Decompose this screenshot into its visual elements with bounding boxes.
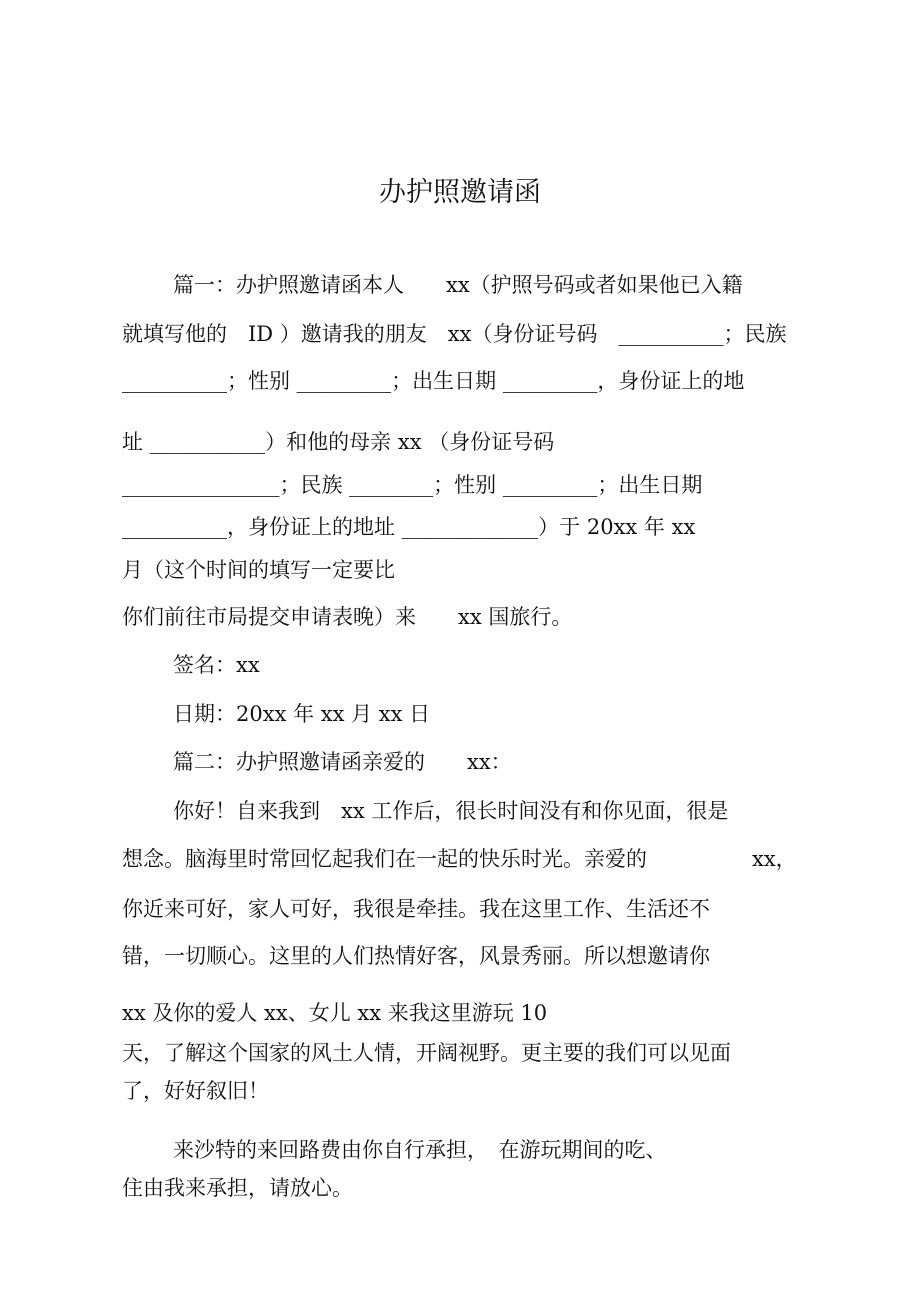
page-title: 办护照邀请函	[379, 177, 541, 208]
paragraph-line: 错，一切顺心。这里的人们热情好客，风景秀丽。所以想邀请你	[122, 944, 710, 968]
paragraph-line: 想念。脑海里时常回忆起我们在一起的快乐时光。亲爱的 xx，	[122, 847, 797, 871]
date-line: 日期：20xx 年 xx 月 xx 日	[173, 702, 431, 726]
paragraph-line: 就填写他的 ID ）邀请我的朋友 xx（身份证号码 __________；民族	[122, 322, 787, 346]
paragraph-line: xx 及你的爱人 xx、女儿 xx 来我这里游玩 10	[122, 1001, 548, 1025]
paragraph-line: 篇一：办护照邀请函本人 xx（护照号码或者如果他已入籍	[173, 273, 743, 297]
paragraph-line: 月（这个时间的填写一定要比	[122, 558, 395, 582]
paragraph-line: 你好！自来我到 xx 工作后，很长时间没有和你见面，很是	[173, 799, 729, 823]
paragraph-line: 了，好好叙旧！	[122, 1079, 269, 1103]
paragraph-line: 你们前往市局提交申请表晚）来 xx 国旅行。	[122, 605, 573, 629]
signature-line: 签名：xx	[173, 653, 260, 677]
paragraph-line: 住由我来承担，请放心。	[122, 1176, 353, 1200]
paragraph-line: 你近来可好，家人可好，我很是牵挂。我在这里工作、生活还不	[122, 897, 710, 921]
paragraph-line: _______________；民族 ________；性别 _________；出生日期	[122, 473, 703, 497]
paragraph-line: 来沙特的来回路费由你自行承担， 在游玩期间的吃、	[173, 1138, 667, 1162]
paragraph-line: 址 ___________）和他的母亲 xx （身份证号码	[122, 430, 555, 454]
paragraph-line: 篇二：办护照邀请函亲爱的 xx：	[173, 750, 512, 774]
paragraph-line: __________，身份证上的地址 _____________）于 20xx 年 xx	[122, 515, 696, 539]
paragraph-line: __________；性别 _________；出生日期 _________，身份证上的地	[122, 369, 745, 393]
paragraph-line: 天，了解这个国家的风土人情，开阔视野。更主要的我们可以见面	[122, 1041, 731, 1065]
